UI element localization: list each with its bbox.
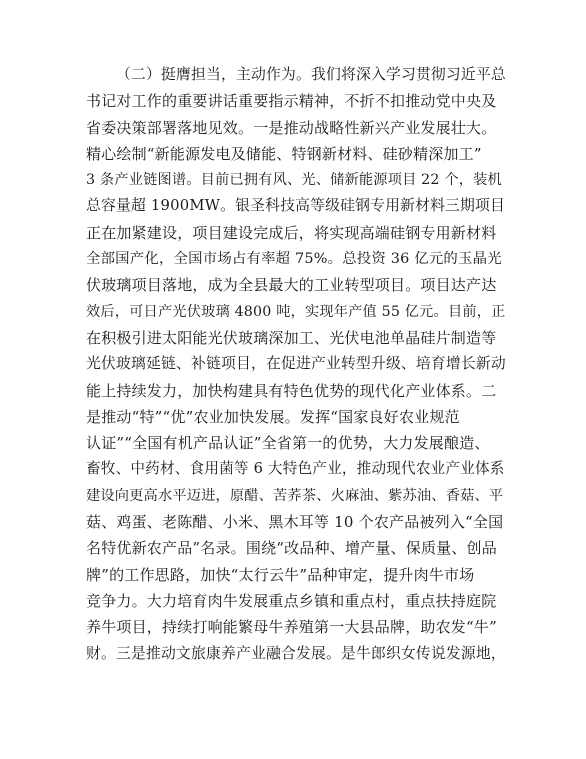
paragraph-line: 正在加紧建设，项目建设完成后，将实现高端硅钢专用新材料 xyxy=(86,223,497,242)
paragraph-line: 书记对工作的重要讲话重要指示精神，不折不扣推动党中央及 xyxy=(86,92,497,111)
paragraph-line: 能上持续发力，加快构建具有特色优势的现代化产业体系。二 xyxy=(86,381,497,400)
paragraph-line: 在积极引进太阳能光伏玻璃深加工、光伏电池单晶硅片制造等 xyxy=(86,328,497,347)
paragraph-line: 菇、鸡蛋、老陈醋、小米、黑木耳等 10 个农产品被列入“全国 xyxy=(86,513,504,532)
paragraph-line: 伏玻璃项目落地，成为全县最大的工业转型项目。项目达产达 xyxy=(86,276,497,295)
paragraph-line: 总容量超 1900MW。银圣科技高等级硅钢专用新材料三期项目 xyxy=(86,197,506,215)
paragraph-line: 光伏玻璃延链、补链项目，在促进产业转型升级、培育增长新动 xyxy=(86,355,506,373)
paragraph-line: 建设向更高水平迈进，原醋、苦荞茶、火麻油、紫苏油、香菇、平 xyxy=(86,487,504,504)
paragraph-line: 3 条产业链图谱。目前已拥有风、光、储新能源项目 22 个，装机 xyxy=(86,172,502,189)
paragraph-line: （二）挺膺担当，主动作为。我们将深入学习贯彻习近平总 xyxy=(116,66,506,83)
paragraph-line: 畜牧、中药材、食用菌等 6 大特色产业，推动现代农业产业体系 xyxy=(86,460,505,478)
paragraph-line: 全部国产化，全国市场占有率超 75%。总投资 36 亿元的玉晶光 xyxy=(86,251,502,268)
paragraph-line: 是推动“特”“优”农业加快发展。发挥“国家良好农业规范 xyxy=(86,407,460,426)
paragraph-line: 财。三是推动文旅康养产业融合发展。是牛郎织女传说发源地， xyxy=(86,644,506,662)
paragraph-line: 名特优新农产品”名录。围绕“改品种、增产量、保质量、创品 xyxy=(86,539,497,558)
paragraph-line: 效后，可日产光伏玻璃 4800 吨，实现年产值 55 亿元。目前，正 xyxy=(86,303,506,320)
paragraph-line: 认证”“全国有机产品认证”全省第一的优势，大力发展酿造、 xyxy=(86,434,490,453)
paragraph-line: 精心绘制“新能源发电及储能、特钢新材料、硅砂精深加工” xyxy=(86,144,482,163)
paragraph-line: 省委决策部署落地见效。一是推动战略性新兴产业发展壮大。 xyxy=(86,118,497,137)
paragraph-line: 牌”的工作思路，加快“太行云牛”品种审定，提升肉牛市场 xyxy=(86,565,475,584)
paragraph-line: 养牛项目，持续打响能繁母牛养殖第一大县品牌，助农发“牛” xyxy=(86,618,497,637)
paragraph-line: 竞争力。大力培育肉牛发展重点乡镇和重点村，重点扶持庭院 xyxy=(86,591,497,610)
body-paragraph xyxy=(86,62,506,667)
